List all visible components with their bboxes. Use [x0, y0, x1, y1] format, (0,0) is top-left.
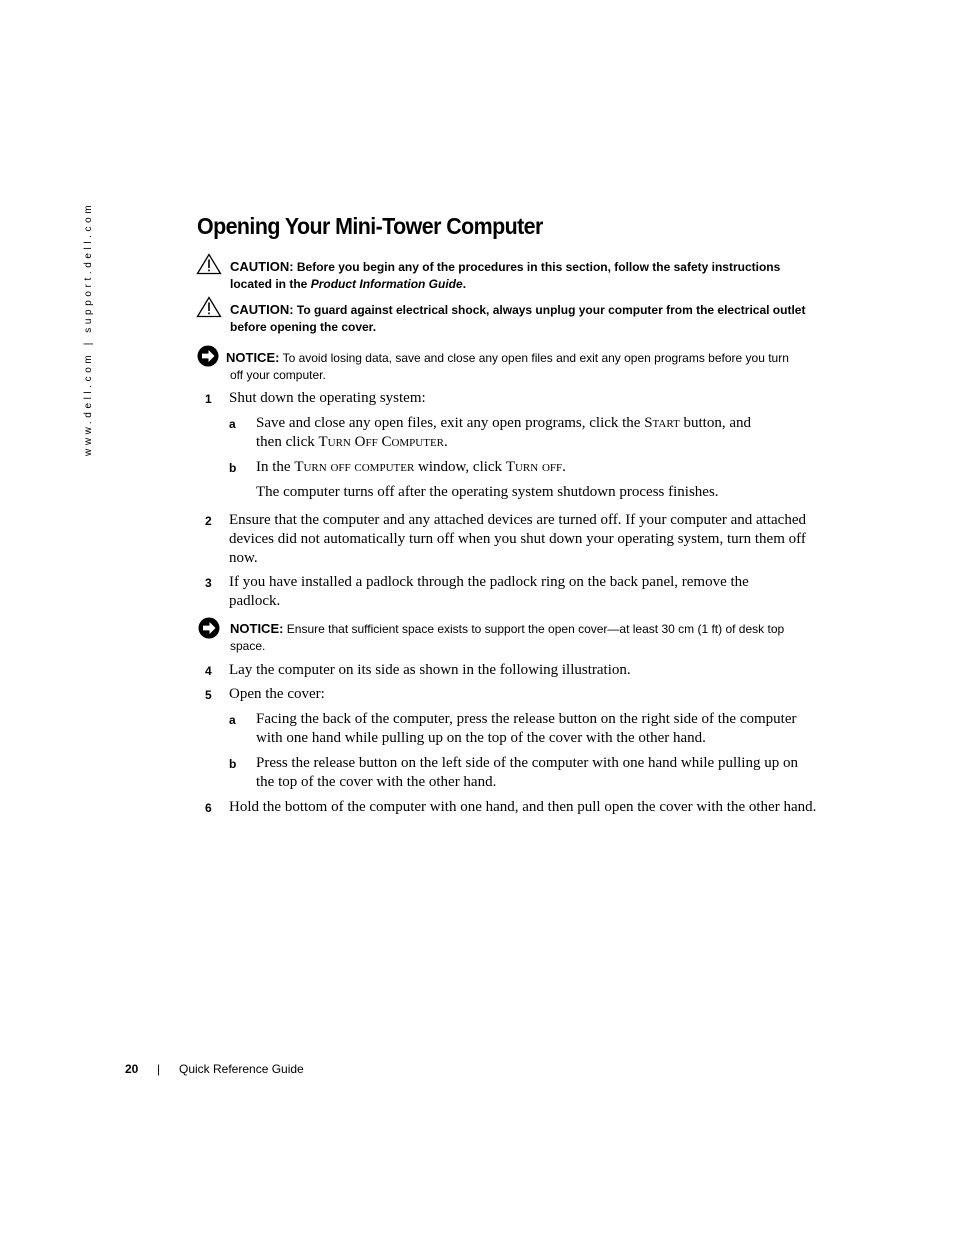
step-number: 5: [205, 688, 212, 702]
substep-letter: b: [229, 757, 237, 771]
step-number: 1: [205, 392, 212, 406]
step-number: 4: [205, 664, 212, 678]
caution-text-line2: before opening the cover.: [230, 320, 377, 334]
caution-note-2: [196, 301, 814, 336]
substep-text-suffix: button, and: [679, 415, 751, 431]
turn-off-computer-ref: Turn Off Computer: [318, 434, 445, 450]
notice-arrow-icon: [197, 345, 223, 369]
step-text: If you have installed a padlock through the padlock ring on the back panel, remove the padlock.: [229, 574, 749, 609]
footer-separator: |: [157, 1062, 161, 1076]
caution-text-suffix: .: [462, 277, 467, 291]
step-text: Open the cover:: [229, 686, 325, 702]
step-1a: [229, 414, 814, 452]
caution-text-line2: located in the: [230, 277, 311, 291]
step-3: [205, 573, 817, 611]
substep-text: Facing the back of the computer, press the release button on the right side of the computer with one hand while pulling up on the top of the cover with the other hand.: [256, 711, 797, 746]
substep-text-mid: window, click: [414, 459, 506, 475]
turn-off-button-ref: Turn off: [505, 459, 563, 475]
step-6: [205, 798, 817, 817]
substep-text-suffix: .: [562, 459, 566, 475]
step-5b: [229, 754, 814, 792]
notice-label: NOTICE:: [230, 621, 284, 636]
step-1: [205, 389, 817, 408]
step-number: 6: [205, 801, 212, 815]
step-5a: [229, 710, 814, 748]
step-4: [205, 661, 817, 680]
footer-guide-title: Quick Reference Guide: [179, 1062, 304, 1076]
notice-note-1: [196, 349, 814, 384]
turn-off-computer-window-ref: Turn off computer: [294, 459, 415, 475]
warning-triangle-icon: [196, 253, 222, 277]
notice-text-line2: space.: [230, 639, 266, 653]
step-number: 2: [205, 514, 212, 528]
step-5: [205, 685, 817, 704]
substep-letter: b: [229, 461, 237, 475]
page-number: 20: [125, 1062, 139, 1076]
step-text: Shut down the operating system:: [229, 390, 426, 406]
step-1b-paragraph: The computer turns off after the operating system shutdown process finishes.: [256, 484, 719, 500]
step-2: [205, 511, 817, 568]
side-url: www.dell.com | support.dell.com: [83, 201, 94, 456]
product-information-guide-ref: Product Information Guide: [310, 277, 463, 291]
notice-text: Ensure that sufficient space exists to support the open cover—at least 30 cm (1 ft) of desk top: [286, 622, 785, 636]
caution-label: CAUTION:: [230, 302, 294, 317]
substep-text-line2: then click: [256, 434, 319, 450]
step-text: Lay the computer on its side as shown in the following illustration.: [229, 662, 631, 678]
warning-triangle-icon: [196, 296, 222, 320]
notice-note-2: [196, 620, 814, 655]
notice-label: NOTICE:: [226, 350, 280, 365]
caution-text: Before you begin any of the procedures in this section, follow the safety instructions: [296, 260, 781, 274]
start-button-ref: Start: [644, 415, 680, 431]
substep-text: Save and close any open files, exit any open programs, click the: [256, 415, 645, 431]
step-text: Ensure that the computer and any attached devices are turned off. If your computer and attached devices did not automatically turn off when you shut down your operating system, turn them off now.: [229, 512, 806, 566]
step-1b: [229, 458, 814, 477]
substep-text: In the: [256, 459, 295, 475]
caution-note-1: [196, 258, 814, 293]
caution-text: To guard against electrical shock, always unplug your computer from the electrical outlet: [296, 303, 806, 317]
substep-letter: a: [229, 713, 236, 727]
step-text: Hold the bottom of the computer with one hand, and then pull open the cover with the other hand.: [229, 799, 817, 815]
page-title: Opening Your Mini-Tower Computer: [197, 213, 543, 239]
substep-text-line2-suffix: .: [444, 434, 448, 450]
notice-text-line2: off your computer.: [230, 368, 326, 382]
caution-label: CAUTION:: [230, 259, 294, 274]
notice-arrow-icon: [198, 617, 224, 641]
notice-text: To avoid losing data, save and close any open files and exit any open programs before you turn: [282, 351, 789, 365]
substep-letter: a: [229, 417, 236, 431]
substep-text: Press the release button on the left side of the computer with one hand while pulling up on the top of the cover with the other hand.: [256, 755, 798, 790]
step-number: 3: [205, 576, 212, 590]
